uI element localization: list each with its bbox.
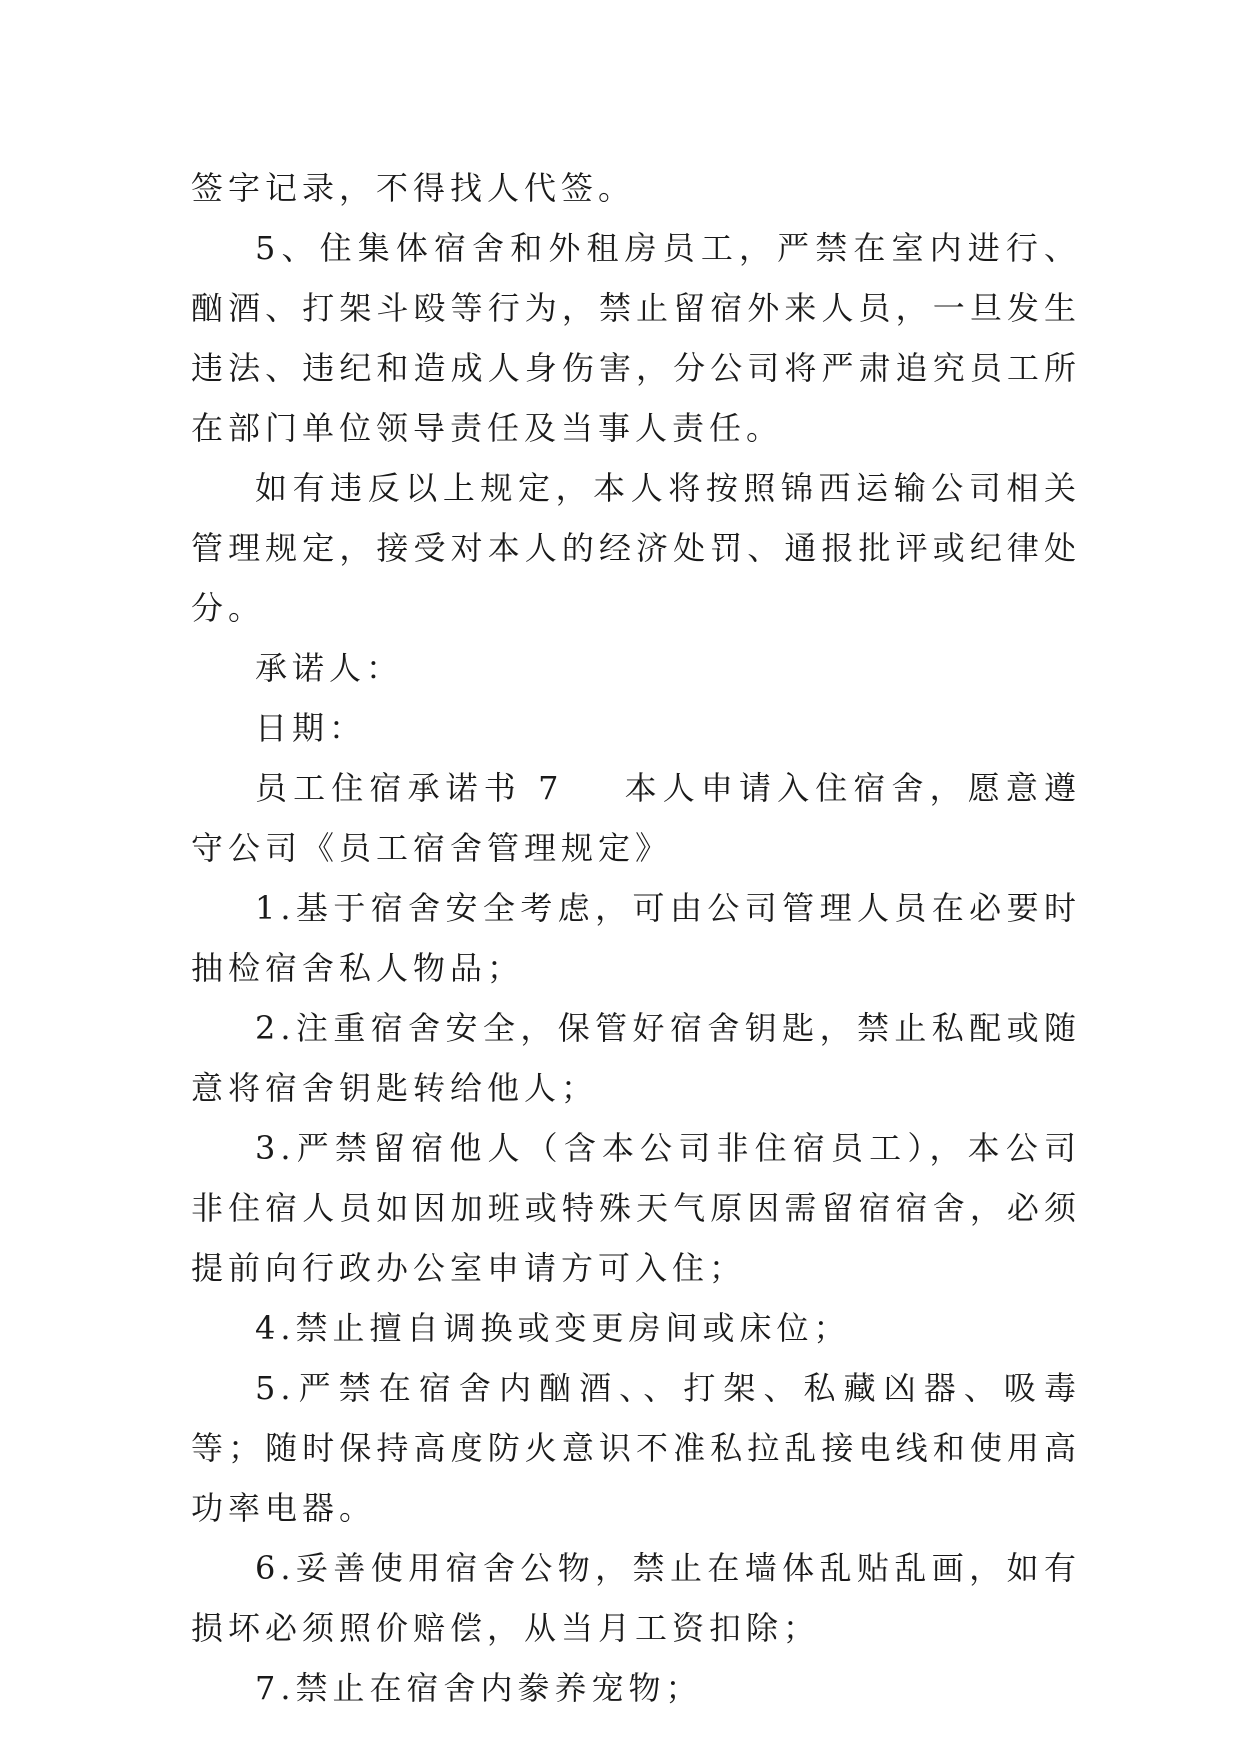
document-body [191, 158, 1081, 1718]
list-item-1: 1.基于宿舍安全考虑，可由公司管理人员在必要时抽检宿舍私人物品； [191, 889, 1081, 987]
paragraph-signature-rule: 签字记录，不得找人代签。 [191, 169, 636, 207]
paragraph-violation-clause: 如有违反以上规定，本人将按照锦西运输公司相关管理规定，接受对本人的经济处罚、通报批评或纪律处分。 [191, 469, 1081, 627]
heading-continuation: 本人申请入住宿舍，愿意遵守公司《员工宿舍管理规定》 [191, 769, 1081, 867]
list-item-7: 7.禁止在宿舍内豢养宠物； [255, 1669, 703, 1707]
list-item-5: 5.严禁在宿舍内酗酒、、打架、私藏凶器、吸毒等；随时保持高度防火意识不准私拉乱接电线和使用高功率电器。 [191, 1369, 1081, 1527]
heading-line [191, 758, 1081, 878]
list-item-4: 4.禁止擅自调换或变更房间或床位； [255, 1309, 851, 1347]
list-item-3: 3.严禁留宿他人（含本公司非住宿员工），本公司非住宿人员如因加班或特殊天气原因需留宿宿舍，必须提前向行政办公室申请方可入住； [191, 1129, 1081, 1287]
paragraph-rule-5: 5、住集体宿舍和外租房员工，严禁在室内进行、酗酒、打架斗殴等行为，禁止留宿外来人员，一旦发生违法、违纪和造成人身伤害，分公司将严肃追究员工所在部门单位领导责任及当事人责任。 [191, 229, 1081, 447]
promisor-label: 承诺人： [255, 649, 404, 687]
document-title: 员工住宿承诺书 7 [255, 769, 564, 807]
list-item-2: 2.注重宿舍安全，保管好宿舍钥匙，禁止私配或随意将宿舍钥匙转给他人； [191, 1009, 1081, 1107]
date-label: 日期： [255, 709, 367, 747]
list-item-6: 6.妥善使用宿舍公物，禁止在墙体乱贴乱画，如有损坏必须照价赔偿，从当月工资扣除； [191, 1549, 1081, 1647]
